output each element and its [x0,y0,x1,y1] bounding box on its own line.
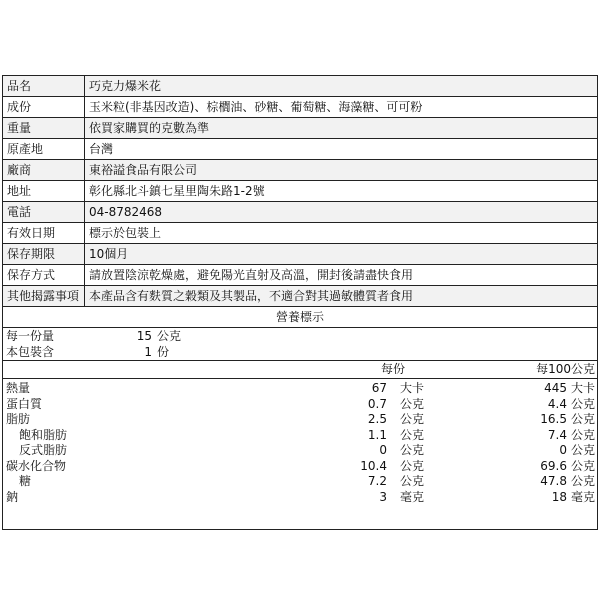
per-100g-unit: 公克 [571,443,596,457]
per-100g-unit: 公克 [571,474,596,488]
info-row [3,265,598,286]
per-serving-unit: 公克 [400,443,425,457]
info-key: 其他揭露事項 [3,286,85,307]
info-key: 廠商 [3,160,85,181]
per-serving-value: 0.7 [367,396,387,411]
nutrient-row [3,412,597,428]
info-key: 品名 [3,76,85,97]
info-value: 東裕謚食品有限公司 [85,160,598,181]
info-row [3,223,598,244]
nutrition-title: 營養標示 [3,307,597,328]
per-100g-unit: 大卡 [571,381,596,395]
serving-size-label: 每一份量 [6,329,55,343]
col-per-100g: 每100公克 [536,362,595,376]
info-row [3,160,598,181]
per-serving-unit: 公克 [400,458,425,473]
info-value: 10個月 [85,244,598,265]
product-info-table [2,75,598,307]
per-serving-value: 10.4 [360,458,387,473]
per-100g-unit: 公克 [571,412,596,426]
nutrient-name: 反式脂肪 [19,443,68,457]
per-serving-unit: 公克 [400,396,425,411]
per-100g-unit: 毫克 [571,489,596,504]
info-value: 標示於包裝上 [85,223,598,244]
servings-unit: 份 [157,344,170,359]
info-row [3,244,598,265]
nutrient-name: 蛋白質 [6,396,43,411]
info-row [3,76,598,97]
per-100g-value: 18 [551,489,567,504]
nutrient-row [3,490,597,506]
nutrient-row [3,428,597,444]
per-serving-value: 67 [371,381,387,395]
per-100g-value: 16.5 [540,412,567,426]
per-100g-unit: 公克 [571,396,596,411]
info-row [3,286,598,307]
info-value: 彰化縣北斗鎮七星里陶朱路1-2號 [85,181,598,202]
info-key: 原產地 [3,139,85,160]
info-value: 依買家購買的克數為準 [85,118,598,139]
nutrient-name: 脂肪 [6,412,31,426]
info-key: 重量 [3,118,85,139]
per-serving-unit: 公克 [400,412,425,426]
info-row [3,97,598,118]
nutrient-row [3,459,597,475]
info-key: 有效日期 [3,223,85,244]
serving-size-unit: 公克 [157,329,182,343]
per-100g-unit: 公克 [571,427,596,442]
info-value: 玉米粒(非基因改造)、棕櫚油、砂糖、葡萄糖、海藻糖、可可粉 [85,97,598,118]
nutrient-row [3,474,597,490]
info-row [3,118,598,139]
product-label [2,75,598,530]
per-serving-value: 2.5 [367,412,387,426]
info-row [3,139,598,160]
nutrient-name: 糖 [19,474,32,488]
nutrient-name: 碳水化合物 [6,458,67,473]
info-value: 04-8782468 [85,202,598,223]
nutrition-facts-panel [2,307,598,530]
nutrient-name: 熱量 [6,381,31,395]
nutrient-name: 飽和脂肪 [19,427,68,442]
per-100g-value: 0 [559,443,567,457]
serving-size-row [6,329,181,345]
nutrient-row [3,443,597,459]
info-key: 保存方式 [3,265,85,286]
per-serving-unit: 公克 [400,427,425,442]
info-value: 台灣 [85,139,598,160]
servings-row [6,345,181,361]
info-key: 成份 [3,97,85,118]
divider [3,360,597,361]
serving-info [6,329,181,360]
per-100g-value: 47.8 [540,474,567,488]
nutrient-row [3,381,597,397]
info-row [3,202,598,223]
per-100g-value: 4.4 [547,396,567,411]
per-100g-unit: 公克 [571,458,596,473]
divider [3,378,597,379]
info-value: 本產品含有麩質之穀類及其製品，不適合對其過敏體質者食用 [85,286,598,307]
per-serving-unit: 毫克 [400,489,425,504]
per-serving-value: 0 [379,443,387,457]
per-serving-value: 1.1 [367,427,387,442]
info-value: 請放置陰涼乾燥處，避免陽光直射及高溫，開封後請盡快食用 [85,265,598,286]
per-serving-unit: 公克 [400,474,425,488]
per-serving-unit: 大卡 [400,381,425,395]
servings-label: 本包裝含 [6,344,55,359]
per-serving-value: 7.2 [367,474,387,488]
serving-size-value: 15 [136,329,152,343]
per-100g-value: 69.6 [540,458,567,473]
info-key: 保存期限 [3,244,85,265]
info-key: 電話 [3,202,85,223]
nutrient-row [3,397,597,413]
per-100g-value: 445 [544,381,567,395]
servings-value: 1 [144,344,152,359]
info-key: 地址 [3,181,85,202]
nutrient-name: 鈉 [6,489,19,504]
info-row [3,181,598,202]
nutrient-rows [3,381,597,505]
info-value: 巧克力爆米花 [85,76,598,97]
col-per-serving: 每份 [380,362,405,376]
per-100g-value: 7.4 [547,427,567,442]
per-serving-value: 3 [379,489,387,504]
